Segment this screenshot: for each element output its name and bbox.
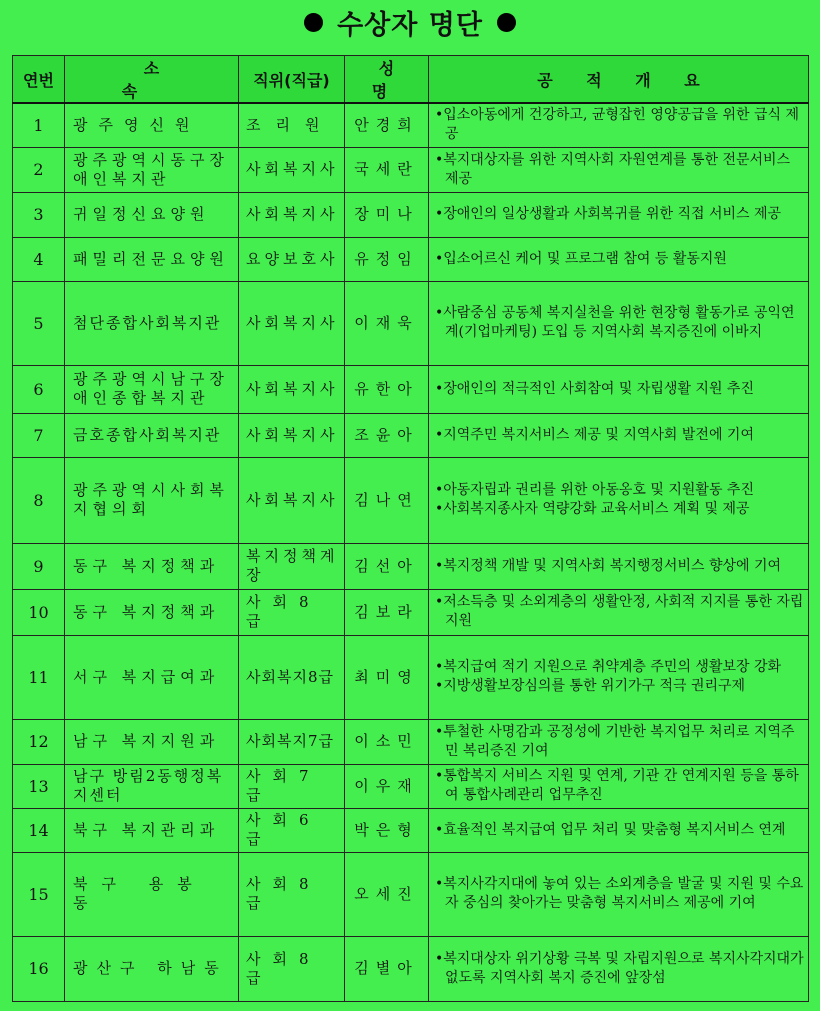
- row-name: 국세란: [345, 147, 429, 192]
- row-desc: [429, 192, 809, 237]
- desc-line: •복지급여 적기 지원으로 취약계층 주민의 생활보장 강화: [435, 659, 782, 675]
- desc-line: •통합복지 서비스 지원 및 연계, 기관 간 연계지원 등을 통하여 통합사례관리 업무추진: [435, 768, 799, 803]
- table-row: [13, 413, 809, 457]
- table-row: [13, 192, 809, 237]
- page-title: [0, 0, 820, 44]
- table-row: [13, 852, 809, 936]
- row-org: 서구 복지급여과: [65, 635, 239, 719]
- row-position: 사회복지사: [239, 365, 345, 413]
- table-row: [13, 635, 809, 719]
- row-position: 사회복지7급: [239, 719, 345, 764]
- desc-line: •입소아동에게 건강하고, 균형잡힌 영양공급을 위한 급식 제공: [435, 107, 799, 143]
- row-name: 안경희: [345, 103, 429, 147]
- row-position: 사회복지사: [239, 281, 345, 365]
- row-org: 동구 복지정책과: [65, 589, 239, 635]
- title-text: 수상자 명단: [337, 9, 483, 41]
- row-desc: [429, 635, 809, 719]
- row-number: 3: [13, 192, 65, 237]
- table-row: [13, 543, 809, 589]
- desc-line: •투철한 사명감과 공정성에 기반한 복지업무 처리로 지역주민 복리증진 기여: [435, 723, 795, 759]
- table-row: [13, 589, 809, 635]
- row-number: 13: [13, 764, 65, 808]
- table-row: [13, 764, 809, 808]
- row-position: 요양보호사: [239, 237, 345, 281]
- row-org: 광주영신원: [65, 103, 239, 147]
- row-number: 5: [13, 281, 65, 365]
- table-row: [13, 365, 809, 413]
- table-row: [13, 457, 809, 543]
- desc-line: •저소득층 및 소외계층의 생활안정, 사회적 지지를 통한 자립지원: [435, 594, 804, 629]
- row-desc: [429, 413, 809, 457]
- row-position: 사회6급: [239, 808, 345, 852]
- desc-line: •아동자립과 권리를 위한 아동옹호 및 지원활동 추진: [435, 482, 754, 498]
- row-number: 2: [13, 147, 65, 192]
- row-desc: [429, 764, 809, 808]
- row-name: 조윤아: [345, 413, 429, 457]
- col-header-name: 성 명: [345, 56, 429, 104]
- desc-line: •사회복지종사자 역량강화 교육서비스 계획 및 제공: [435, 501, 750, 517]
- row-org: 귀일정신요양원: [65, 192, 239, 237]
- row-org: 광주광역시동구장애인복지관: [65, 147, 239, 192]
- row-name: 김별아: [345, 936, 429, 1001]
- row-position: 사회복지8급: [239, 635, 345, 719]
- bullet-circle-icon: [497, 13, 516, 32]
- row-name: 김선아: [345, 543, 429, 589]
- row-desc: [429, 365, 809, 413]
- row-name: 김보라: [345, 589, 429, 635]
- row-position: 복지정책계장: [239, 543, 345, 589]
- row-desc: [429, 936, 809, 1001]
- row-org: 남구 방림2동행정복지센터: [65, 764, 239, 808]
- row-desc: [429, 543, 809, 589]
- table-row: [13, 281, 809, 365]
- desc-line: •복지정책 개발 및 지역사회 복지행정서비스 향상에 기여: [435, 557, 782, 574]
- table-row: [13, 103, 809, 147]
- row-number: 9: [13, 543, 65, 589]
- row-desc: [429, 852, 809, 936]
- row-position: 사회복지사: [239, 192, 345, 237]
- row-org: 북구 복지관리과: [65, 808, 239, 852]
- row-org: 북구 용봉동: [65, 852, 239, 936]
- desc-line: •지방생활보장심의를 통한 위기가구 적극 권리구제: [435, 678, 746, 694]
- row-number: 8: [13, 457, 65, 543]
- table-row: [13, 147, 809, 192]
- row-name: 이우재: [345, 764, 429, 808]
- desc-line: •복지사각지대에 놓여 있는 소외계층을 발굴 및 지원 및 수요자 중심의 찾아가는 맞춤형 복지서비스 제공에 기여: [435, 876, 804, 911]
- row-position: 사회복지사: [239, 457, 345, 543]
- desc-line: •사람중심 공동체 복지실천을 위한 현장형 활동가로 공익연계(기업마케팅) 도입 등 지역사회 복지증진에 이바지: [435, 305, 795, 340]
- row-number: 14: [13, 808, 65, 852]
- row-position: 사회복지사: [239, 413, 345, 457]
- table-header-row: [13, 56, 809, 104]
- row-number: 7: [13, 413, 65, 457]
- row-position: 조리원: [239, 103, 345, 147]
- row-org: 첨단종합사회복지관: [65, 281, 239, 365]
- awardee-table: [12, 55, 809, 1002]
- row-name: 장미나: [345, 192, 429, 237]
- bullet-circle-icon: [304, 13, 323, 32]
- row-org: 광산구 하남동: [65, 936, 239, 1001]
- desc-line: •복지대상자 위기상황 극복 및 자립지원으로 복지사각지대가 없도록 지역사회 복지 증진에 앞장섬: [435, 950, 804, 986]
- row-position: 사회8급: [239, 852, 345, 936]
- row-desc: [429, 103, 809, 147]
- row-org: 광주광역시사회복지협의회: [65, 457, 239, 543]
- row-desc: [429, 589, 809, 635]
- row-name: 김나연: [345, 457, 429, 543]
- row-number: 10: [13, 589, 65, 635]
- col-header-org: 소 속: [65, 56, 239, 104]
- row-org: 남구 복지지원과: [65, 719, 239, 764]
- row-desc: [429, 147, 809, 192]
- table-row: [13, 808, 809, 852]
- row-name: 최미영: [345, 635, 429, 719]
- desc-line: •효율적인 복지급여 업무 처리 및 맞춤형 복지서비스 연계: [435, 821, 786, 838]
- row-org: 금호종합사회복지관: [65, 413, 239, 457]
- table-row: [13, 237, 809, 281]
- row-name: 오세진: [345, 852, 429, 936]
- row-name: 이소민: [345, 719, 429, 764]
- desc-line: •복지대상자를 위한 지역사회 자원연계를 통한 전문서비스 제공: [435, 151, 791, 187]
- row-number: 12: [13, 719, 65, 764]
- row-name: 박은형: [345, 808, 429, 852]
- row-desc: [429, 808, 809, 852]
- row-number: 16: [13, 936, 65, 1001]
- row-position: 사회8급: [239, 936, 345, 1001]
- row-position: 사회복지사: [239, 147, 345, 192]
- row-org: 패밀리전문요양원: [65, 237, 239, 281]
- col-header-position: 직위(직급): [239, 56, 345, 104]
- row-number: 11: [13, 635, 65, 719]
- col-header-achievements: 공 적 개 요: [429, 56, 809, 104]
- desc-line: •지역주민 복지서비스 제공 및 지역사회 발전에 기여: [435, 426, 754, 443]
- row-desc: [429, 281, 809, 365]
- row-name: 유정임: [345, 237, 429, 281]
- row-position: 사회7급: [239, 764, 345, 808]
- desc-line: •입소어르신 케어 및 프로그램 참여 등 활동지원: [435, 250, 727, 267]
- row-number: 15: [13, 852, 65, 936]
- table-row: [13, 936, 809, 1001]
- row-org: 동구 복지정책과: [65, 543, 239, 589]
- row-desc: [429, 237, 809, 281]
- row-name: 유한아: [345, 365, 429, 413]
- row-number: 4: [13, 237, 65, 281]
- row-desc: [429, 719, 809, 764]
- row-name: 이재욱: [345, 281, 429, 365]
- desc-line: •장애인의 일상생활과 사회복귀를 위한 직접 서비스 제공: [435, 206, 782, 222]
- row-desc: [429, 457, 809, 543]
- row-number: 6: [13, 365, 65, 413]
- row-org: 광주광역시남구장애인종합복지관: [65, 365, 239, 413]
- table-row: [13, 719, 809, 764]
- row-number: 1: [13, 103, 65, 147]
- row-position: 사회8급: [239, 589, 345, 635]
- col-header-no: 연번: [13, 56, 65, 104]
- desc-line: •장애인의 적극적인 사회참여 및 자립생활 지원 추진: [435, 380, 754, 397]
